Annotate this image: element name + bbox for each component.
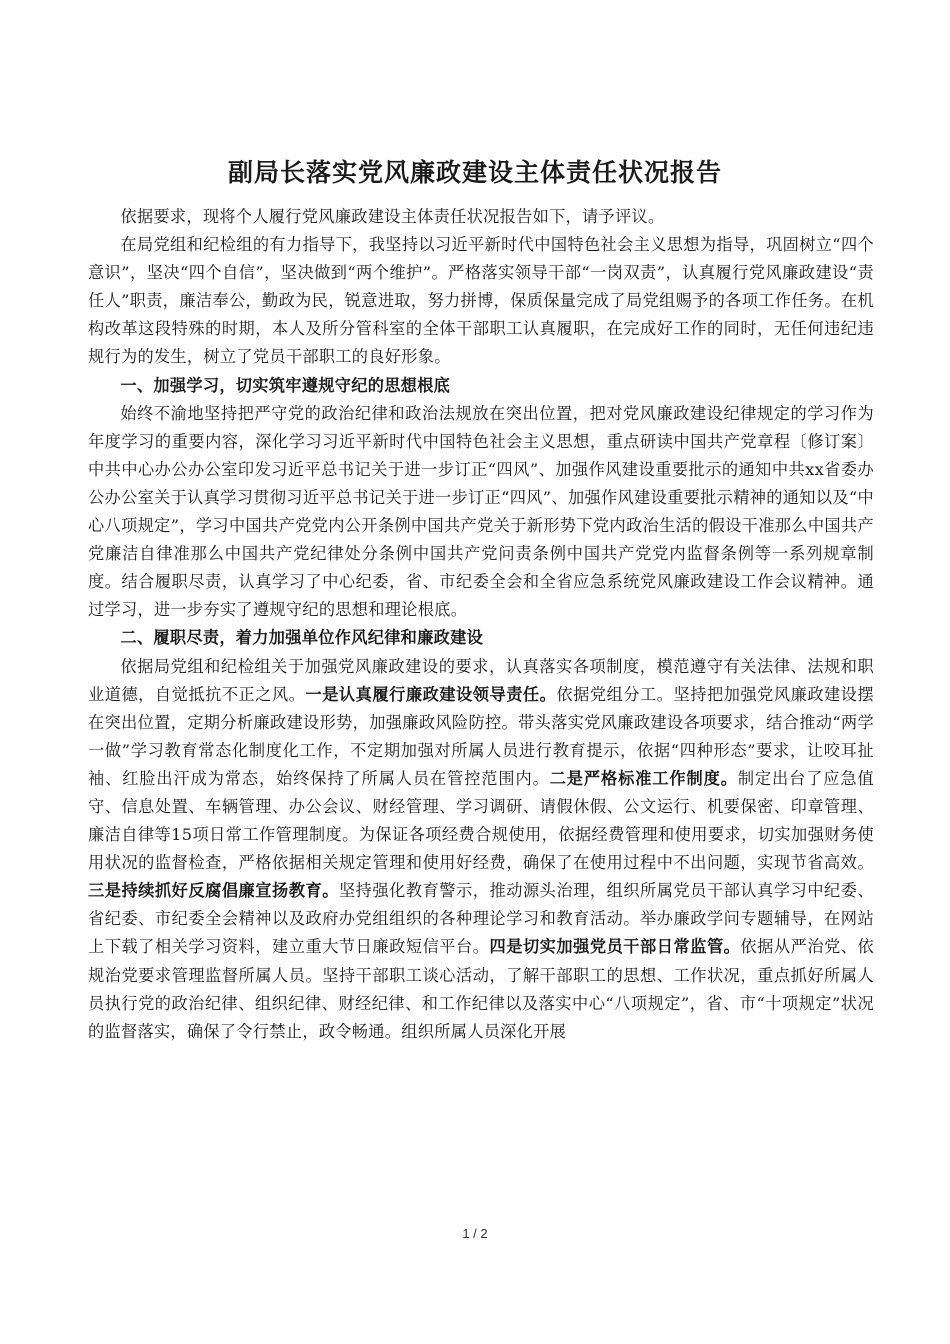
section-2-point-2-label: 二是严格标准工作制度。 (549, 768, 738, 788)
section-2-point-3-label: 三是持续抓好反腐倡廉宣扬教育。 (88, 881, 339, 901)
overview-paragraph: 在局党组和纪检组的有力指导下，我坚持以习近平新时代中国特色社会主义思想为指导，巩固树立“四个意识”，坚决“四个自信”，坚决做到“两个维护”。严格落实领导干部“一岗双责”，认真履行党风廉政建设“责任人”职责，廉洁奉公，勤政为民，锐意进取，努力拼博，保质保量完成了局党组赐予的各项工作任务。在机构改革这段特殊的时期，本人及所分管科室的全体干部职工认真履职，在完成好工作的同时，无任何违纪违规行为的发生，树立了党员干部职工的良好形象。 (88, 235, 874, 367)
section-1-paragraph: 始终不渝地坚持把严守党的政治纪律和政治法规放在突出位置，把对党风廉政建设纪律规定的学习作为年度学习的重要内容，深化学习习近平新时代中国特色社会主义思想，重点研读中国共产党章程〔修订案〕中共中心办公办公室印发习近平总书记关于进一步订正“四风”、加强作风建设重要批示的通知中共xx省委办公办公室关于认真学习贯彻习近平总书记关于进一步订正“四风”、加强作风建设重要批示精神的通知以及“中心八项规定”，学习中国共产党党内公开条例中国共产党关于新形势下党内政治生活的假设干准那么中国共产党廉洁自律准那么中国共产党纪律处分条例中国共产党问责条例中国共产党党内监督条例等一系列规章制度。结合履职尽责，认真学习了中心纪委，省、市纪委全会和全省应急系统党风廉政建设工作会议精神。通过学习，进一步夯实了遵规守纪的思想和理论根底。 (88, 403, 874, 620)
section-2-text: 依据党组分工。坚持把加强党风廉政建设摆在突出位置，定期分析廉政建设形势，加强廉政风险防控。带头落实党风廉政建设各项要求，结合推动“两学一做”学习教育常态化制度化工作，不定期加强对所属人员进行教育提示，依据“四种形态”要求，让咬耳扯袖、红脸出汗成为常态，始终保持了所属人员在管控范围内。 (88, 684, 875, 788)
intro-paragraph: 依据要求，现将个人履行党风廉政建设主体责任状况报告如下，请予评议。 (120, 207, 665, 226)
section-2-point-1-label: 一是认真履行廉政建设领导责任。 (305, 684, 557, 704)
section-2-point-4-label: 四是切实加强党员干部日常监管。 (489, 937, 741, 957)
section-2-text: 坚持强化教育警示，推动源头治理，组织所属党员干部认真学习中纪委、省纪委、市纪委全会精神以及政府办党组组织的各种理论学习和教育活动。举办廉政学问专题辅导，在网站上下载了相关学习资料，建立重大节日廉政短信平台。 (88, 881, 875, 957)
document-title: 副局长落实党风廉政建设主体责任状况报告 (227, 158, 722, 187)
section-2-text: 制定出台了应急值守、信息处置、车辆管理、办公会议、财经管理、学习调研、请假休假、公文运行、机要保密、印章管理、廉洁自律等15项日常工作管理制度。为保证各项经费合规使用，依据经费管理和使用要求，切实加强财务使用状况的监督检查，严格依据相关规定管理和使用好经费，确保了在使用过程中不出问题，实现节省高效。 (88, 768, 874, 873)
page-number: 1 / 2 (462, 1226, 488, 1241)
section-2-paragraph (88, 653, 874, 1046)
document-body (88, 203, 874, 1046)
section-1-heading: 一、加强学习，切实筑牢遵规守纪的思想根底 (120, 375, 451, 395)
section-2-text: 依据局党组和纪检组关于加强党风廉政建设的要求，认真落实各项制度，模范遵守有关法律、法规和职业道德，自觉抵抗不正之风。 (88, 656, 874, 704)
section-2-text: 依据从严治党、依规治党要求管理监督所属人员。坚持干部职工谈心活动，了解干部职工的思想、工作状况，重点抓好所属人员执行党的政治纪律、组织纪律、财经纪律、和工作纪律以及落实中心“八项规定”，省、市“十项规定”状况的监督落实，确保了令行禁止，政令畅通。组织所属人员深化开展 (88, 937, 875, 1041)
section-2-heading: 二、履职尽责，着力加强单位作风纪律和廉政建设 (120, 628, 484, 648)
